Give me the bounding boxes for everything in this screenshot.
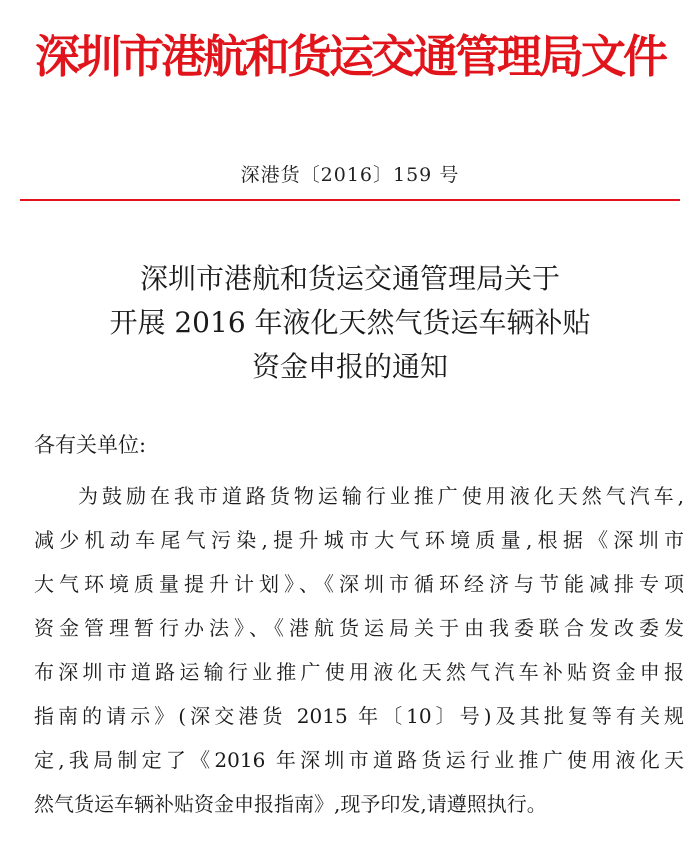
body-line: 为鼓励在我市道路货物运输行业推广使用液化天然气汽车, xyxy=(78,484,684,508)
notice-title xyxy=(0,257,700,389)
title-line-2: 开展 2016 年液化天然气货运车辆补贴 xyxy=(109,306,591,339)
masthead-title: 深圳市港航和货运交通管理局文件 xyxy=(34,30,665,83)
title-line-1: 深圳市港航和货运交通管理局关于 xyxy=(139,262,560,295)
body-line: 布深圳市道路运输行业推广使用液化天然气汽车补贴资金申报 xyxy=(34,660,684,684)
body-line: 指南的请示》(深交港货 2015 年〔10〕号)及其批复等有关规 xyxy=(34,704,684,728)
body-line: 然气货运车辆补贴资金申报指南》,现予印发,请遵照执行。 xyxy=(34,792,547,816)
body-line: 大气环境质量提升计划》、《深圳市循环经济与节能减排专项 xyxy=(34,572,684,596)
document-number: 深港货〔2016〕159 号 xyxy=(240,164,460,186)
red-divider-line xyxy=(20,199,680,201)
title-line-3: 资金申报的通知 xyxy=(251,350,448,383)
body-line: 资金管理暂行办法》、《港航货运局关于由我委联合发改委发 xyxy=(34,616,684,640)
body-line: 定,我局制定了《2016 年深圳市道路货运行业推广使用液化天 xyxy=(34,748,684,772)
body-line: 减少机动车尾气污染,提升城市大气环境质量,根据《深圳市 xyxy=(34,528,684,552)
salutation: 各有关单位: xyxy=(34,433,147,457)
body-paragraph xyxy=(34,474,684,826)
